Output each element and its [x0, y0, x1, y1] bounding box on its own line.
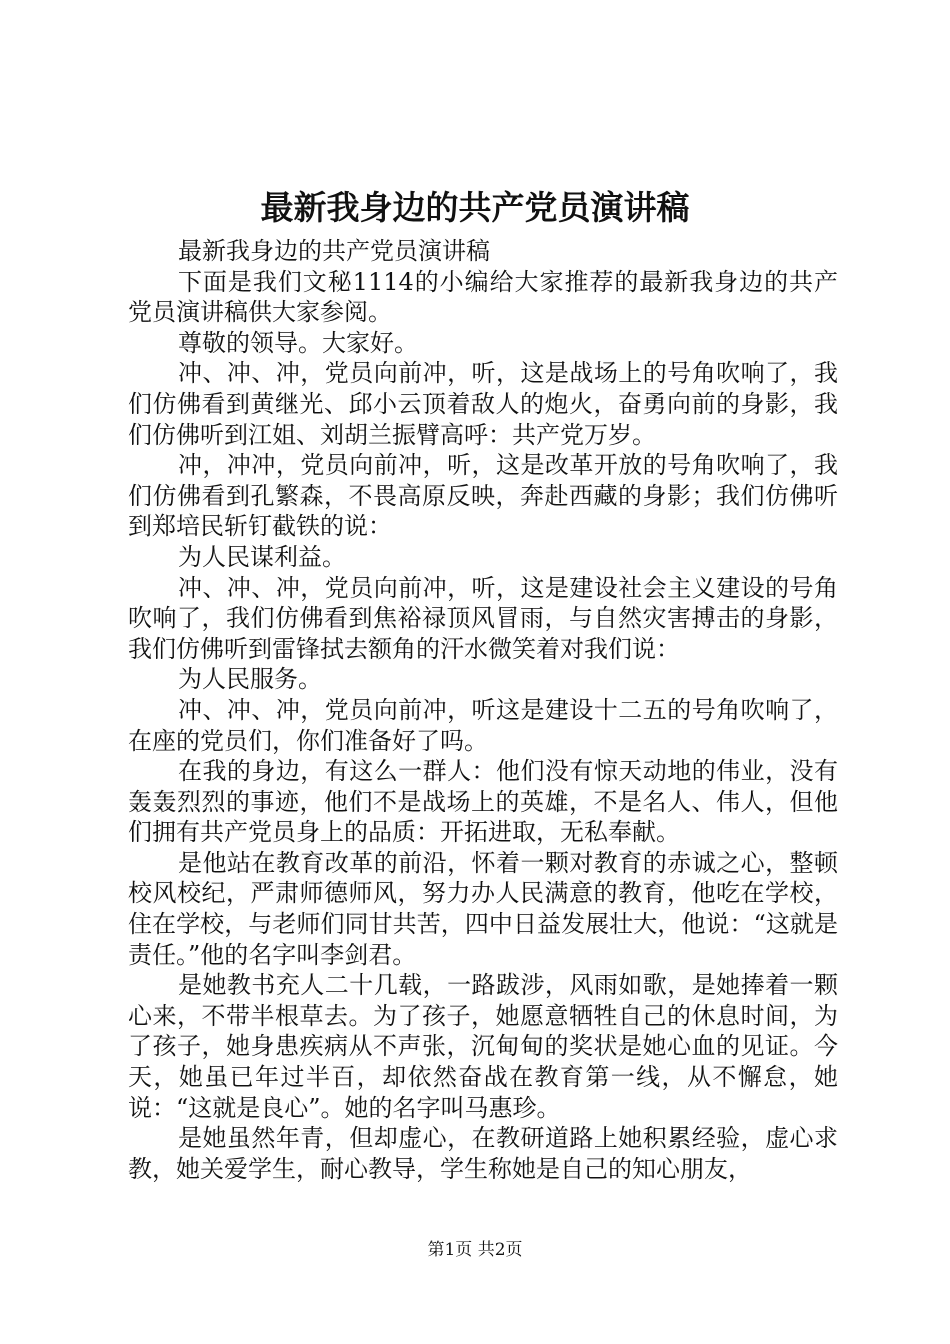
paragraph: 冲、冲、冲，党员向前冲，听，这是建设社会主义建设的号角吹响了，我们仿佛看到焦裕禄顶风冒雨，与自然灾害搏击的身影，我们仿佛听到雷锋拭去额角的汗水微笑着对我们说：	[128, 573, 838, 663]
paragraph: 是她虽然年青，但却虚心，在教研道路上她积累经验，虚心求教，她关爱学生，耐心教导，学生称她是自己的知心朋友，	[128, 1124, 838, 1183]
document-title: 最新我身边的共产党员演讲稿	[260, 188, 690, 227]
paragraph: 冲、冲、冲，党员向前冲，听这是建设十二五的号角吹响了，在座的党员们，你们准备好了吗。	[128, 695, 838, 755]
paragraph: 为人民谋利益。	[178, 542, 346, 571]
paragraph: 是他站在教育改革的前沿，怀着一颗对教育的赤诚之心，整顿校风校纪，严肃师德师风，努力办人民满意的教育，他吃在学校，住在学校，与老师们同甘共苦，四中日益发展壮大，他说：“这就是责任。”他的名字叫李剑君。	[128, 848, 838, 969]
paragraph: 是她教书充人二十几载，一路跋涉，风雨如歌，是她捧着一颗心来，不带半根草去。为了孩子，她愿意牺牲自己的休息时间，为了孩子，她身患疾病从不声张，沉甸甸的奖状是她心血的见证。今天，她虽已年过半百，却依然奋战在教育第一线，从不懈怠，她说：“这就是良心”。她的名字叫马惠珍。	[128, 971, 838, 1122]
paragraph: 冲，冲冲，党员向前冲，听，这是改革开放的号角吹响了，我们仿佛看到孔繁森，不畏高原反映，奔赴西藏的身影；我们仿佛听到郑培民斩钉截铁的说：	[128, 451, 838, 541]
paragraph: 尊敬的领导。大家好。	[178, 328, 418, 357]
paragraph: 在我的身边，有这么一群人：他们没有惊天动地的伟业，没有轰轰烈烈的事迹，他们不是战场上的英雄，不是名人、伟人，但他们拥有共产党员身上的品质：开拓进取，无私奉献。	[128, 757, 838, 847]
paragraph: 为人民服务。	[178, 665, 322, 694]
page-footer: 第1页 共2页	[427, 1240, 523, 1260]
document-body	[128, 236, 838, 1184]
paragraph: 最新我身边的共产党员演讲稿	[178, 237, 490, 265]
paragraph: 下面是我们文秘1114的小编给大家推荐的最新我身边的共产党员演讲稿供大家参阅。	[128, 267, 838, 327]
paragraph: 冲、冲、冲，党员向前冲，听，这是战场上的号角吹响了，我们仿佛看到黄继光、邱小云顶着敌人的炮火，奋勇向前的身影，我们仿佛听到江姐、刘胡兰振臂高呼：共产党万岁。	[128, 359, 838, 449]
